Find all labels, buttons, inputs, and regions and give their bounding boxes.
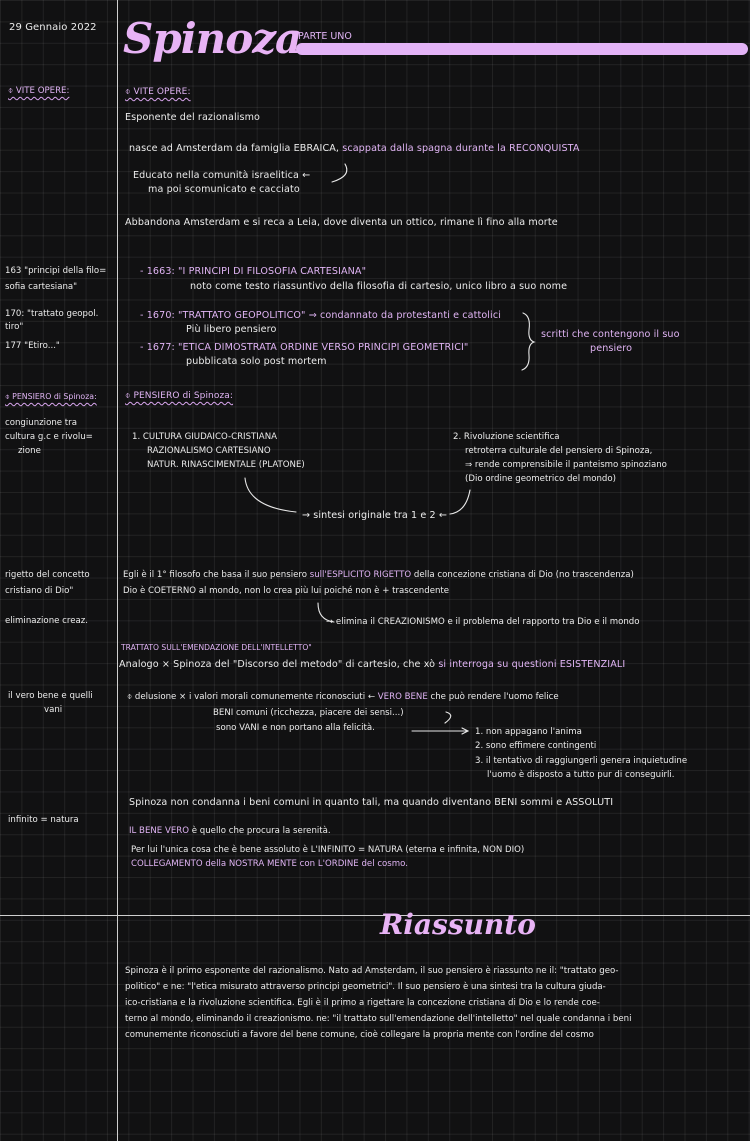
summary-line-4: terno al mondo, eliminando il creazionismo. ne: "il trattato sull'emendazione dell'intelletto" nel quale condanna i beni xyxy=(125,1014,632,1024)
note-coeterno: Dio è COETERNO al mondo, non lo crea più lui poiché non è + trascendente xyxy=(123,586,450,596)
arrow-sintesi-right xyxy=(450,490,470,514)
list-item-1: 1. non appagano l'anima xyxy=(475,727,582,737)
note-infinito: Per lui l'unica cosa che è bene assoluto è L'INFINITO = NATURA (eterna e infinita, NON DIO) xyxy=(131,845,525,855)
section-heading-vite-opere: ⌽ VITE OPERE: xyxy=(125,87,191,97)
list-item-2: 2. sono effimere contingenti xyxy=(475,741,597,751)
arrow-educato xyxy=(332,164,347,182)
brace-works xyxy=(522,313,534,370)
component-1-c: NATUR. RINASCIMENTALE (PLATONE) xyxy=(147,460,305,470)
note-beni-comuni: BENI comuni (ricchezza, piacere dei sensi...) xyxy=(213,708,404,718)
work-1677-title: - 1677: "ETICA DIMOSTRATA ORDINE VERSO PRINCIPI GEOMETRICI" xyxy=(140,342,469,353)
summary-title: Riassunto xyxy=(380,908,536,941)
margin-note-principi-1: 163 "principi della filo= xyxy=(5,266,107,276)
margin-note-trattato-2: tiro" xyxy=(5,322,24,332)
note-collegamento: COLLEGAMENTO della NOSTRA MENTE con L'ORDINE del cosmo. xyxy=(131,859,408,869)
component-2-d: (Dio ordine geometrico del mondo) xyxy=(465,474,616,484)
component-2-a: 2. Rivoluzione scientifica xyxy=(453,432,560,442)
work-1663-title: - 1663: "I PRINCIPI DI FILOSOFIA CARTESIANA" xyxy=(140,266,367,277)
arrow-elimina xyxy=(318,603,334,622)
note-analogo: Analogo × Spinoza del "Discorso del metodo" di cartesio, che xò si interroga su questioni ESISTENZIALI xyxy=(119,659,626,670)
sintesi-note: → sintesi originale tra 1 e 2 ← xyxy=(302,510,448,521)
arrow-beni xyxy=(445,712,451,723)
note-non-condanna: Spinoza non condanna i beni comuni in quanto tali, ma quando diventano BENI sommi e ASSOLUTI xyxy=(129,797,614,808)
work-1677-desc: pubblicata solo post mortem xyxy=(186,356,327,367)
brace-note-1: scritti che contengono il suo xyxy=(541,329,680,340)
note-nasce: nasce ad Amsterdam da famiglia EBRAICA, scappata dalla spagna durante la RECONQUISTA xyxy=(129,143,580,154)
note-educato: Educato nella comunità israelitica ← xyxy=(133,170,311,181)
summary-line-2: politico" e ne: "l'etica misurato attraverso principi geometrici". Il suo pensiero è una sintesi tra la cultura giuda- xyxy=(125,982,606,992)
margin-note-trattato-1: 170: "trattato geopol. xyxy=(5,309,99,319)
list-item-3: 3. il tentativo di raggiungerli genera inquietudine xyxy=(475,756,688,766)
trattato-heading: TRATTATO SULL'EMENDAZIONE DELL'INTELLETTO" xyxy=(121,643,312,652)
brace-note-2: pensiero xyxy=(590,343,633,354)
summary-line-3: ico-cristiana e la rivoluzione scientifica. Egli è il primo a rigettare la concezione cristiana di Dio e lo rende coe- xyxy=(125,998,600,1008)
summary-line-5: comunemente riconosciuti a favore del bene comune, cioè collegare la propria mente con l'ordine del cosmo xyxy=(125,1030,594,1040)
margin-note-etica: 177 "Etiro..." xyxy=(5,341,60,351)
note-abbandona: Abbandona Amsterdam e si reca a Leia, dove diventa un ottico, rimane lì fino alla morte xyxy=(125,217,558,228)
margin-note-vero-bene-1: il vero bene e quelli xyxy=(8,691,93,701)
work-1663-desc: noto come testo riassuntivo della filosofia di cartesio, unico libro a suo nome xyxy=(190,281,568,292)
component-2-c: ⇒ rende comprensibile il panteismo spinoziano xyxy=(465,460,667,470)
arrow-sintesi-left xyxy=(245,478,296,512)
work-1670-title: - 1670: "TRATTATO GEOPOLITICO" ⇒ condannato da protestanti e cattolici xyxy=(140,310,501,321)
margin-note-rigetto-2: cristiano di Dio" xyxy=(5,586,74,596)
summary-line-1: Spinoza è il primo esponente del razionalismo. Nato ad Amsterdam, il suo pensiero è riassunto ne il: "trattato geo- xyxy=(125,966,619,976)
margin-note-congiunzione-2: cultura g.c e rivolu= xyxy=(5,432,93,442)
component-2-b: retroterra culturale del pensiero di Spinoza, xyxy=(465,446,653,456)
margin-heading-vite-opere: ⌽ VITE OPERE: xyxy=(8,86,70,96)
note-esponente: Esponente del razionalismo xyxy=(125,112,261,123)
page-title: Spinoza xyxy=(123,14,302,63)
section-heading-pensiero: ⌽ PENSIERO di Spinoza: xyxy=(125,391,234,401)
margin-heading-pensiero: ⌽ PENSIERO di Spinoza: xyxy=(5,392,97,401)
page-subtitle: PARTE UNO xyxy=(298,31,352,42)
margin-note-infinito: infinito = natura xyxy=(8,815,79,825)
component-1-b: RAZIONALISMO CARTESIANO xyxy=(147,446,271,456)
note-scomunicato: ma poi scomunicato e cacciato xyxy=(148,184,300,195)
margin-note-congiunzione-1: congiunzione tra xyxy=(5,418,77,428)
margin-note-rigetto-1: rigetto del concetto xyxy=(5,570,90,580)
margin-note-congiunzione-3: zione xyxy=(18,446,41,456)
note-sono-vani: sono VANI e non portano alla felicità. xyxy=(216,723,375,733)
note-delusione: ⌽ delusione × i valori morali comunemente riconosciuti ← VERO BENE che può rendere l'uomo felice xyxy=(127,692,559,702)
date: 29 Gennaio 2022 xyxy=(9,22,97,33)
component-1-a: 1. CULTURA GIUDAICO-CRISTIANA xyxy=(132,432,277,442)
work-1670-desc: Più libero pensiero xyxy=(186,324,277,335)
margin-note-principi-2: sofia cartesiana" xyxy=(5,282,78,292)
note-elimina: → elimina il CREAZIONISMO e il problema del rapporto tra Dio e il mondo xyxy=(326,617,640,627)
note-bene-vero: IL BENE VERO è quello che procura la serenità. xyxy=(129,826,331,836)
margin-note-eliminazione: eliminazione creaz. xyxy=(5,616,89,626)
note-rigetto: Egli è il 1° filosofo che basa il suo pensiero sull'ESPLICITO RIGETTO della concezione cristiana di Dio (no trascendenza) xyxy=(123,570,634,580)
list-item-3b: l'uomo è disposto a tutto pur di conseguirli. xyxy=(487,770,675,780)
margin-note-vero-bene-2: vani xyxy=(44,705,63,715)
